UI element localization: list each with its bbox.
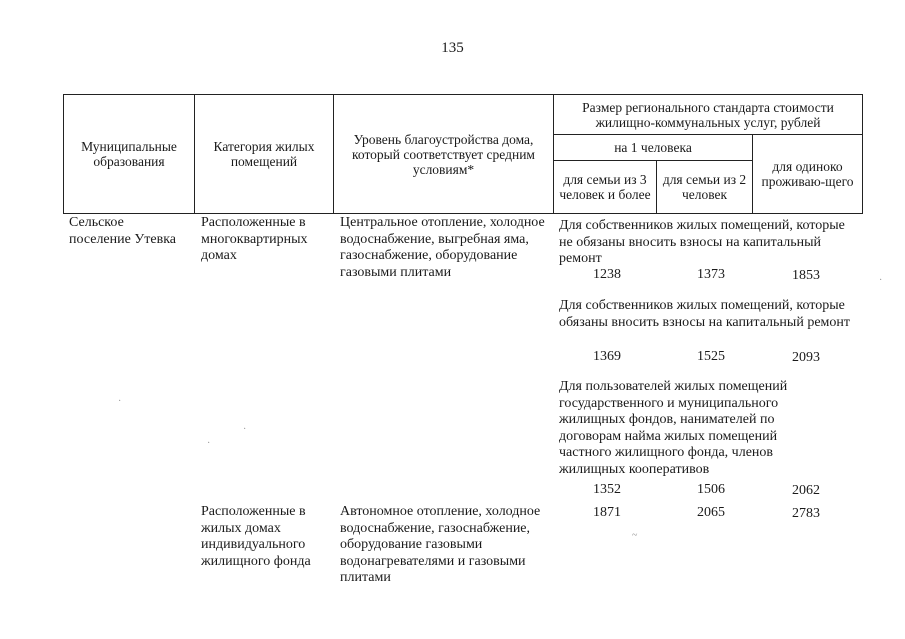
group-3-value-family-3: 1352 (593, 482, 621, 497)
row-1-category: Расположенные в многоквартирных домах (201, 215, 308, 263)
header-category: Категория жилых помещений (195, 95, 334, 214)
group-1-value-family-3: 1238 (593, 267, 621, 282)
group-2-value-family-2: 1525 (697, 349, 725, 364)
scan-speck: · (118, 396, 122, 407)
group-1-value-family-2: 1373 (697, 267, 725, 282)
header-standard-cost: Размер регионального стандарта стоимости жилищно-коммунальных услуг, рублей (554, 95, 863, 135)
group-1-label: Для собственников жилых помещений, которые не обязаны вносить взносы на капитальный ремонт (559, 218, 845, 266)
scan-speck: · (207, 438, 211, 449)
page-number: 135 (441, 40, 464, 56)
header-comfort-level: Уровень благоустройства дома, который соответствует средним условиям* (334, 95, 554, 214)
scan-speck: · (243, 424, 247, 435)
group-3-value-family-2: 1506 (697, 482, 725, 497)
row-2-value-family-2: 2065 (697, 505, 725, 520)
header-single: для одиноко проживаю-щего (753, 135, 863, 214)
group-2-value-family-3: 1369 (593, 349, 621, 364)
table-header (63, 94, 863, 214)
row-2-category: Расположенные в жилых домах индивидуального жилищного фонда (201, 504, 311, 569)
row-2-value-family-3: 1871 (593, 505, 621, 520)
scan-speck: ~ (632, 530, 638, 541)
group-3-value-single: 2062 (792, 483, 820, 498)
header-family-2: для семьи из 2 человек (657, 161, 753, 214)
row-1-comfort-level: Центральное отопление, холодное водоснабжение, выгребная яма, газоснабжение, оборудование газовыми плитами (340, 215, 545, 280)
header-municipality: Муниципальные образования (64, 95, 195, 214)
group-3-label: Для пользователей жилых помещений государственного и муниципального жилищных фондов, нанимателей по договорам найма жилых помещений частного жилищного фонда, членов жилищных кооперативов (559, 379, 788, 477)
row-2-comfort-level: Автономное отопление, холодное водоснабжение, газоснабжение, оборудование газовыми водонагревателями и газовыми плитами (340, 504, 541, 585)
group-2-value-single: 2093 (792, 350, 820, 365)
header-family-3-plus: для семьи из 3 человек и более (554, 161, 657, 214)
municipality-name: Сельское поселение Утевка (69, 215, 176, 247)
row-2-value-single: 2783 (792, 506, 820, 521)
header-per-person: на 1 человека (554, 135, 753, 161)
scan-speck: · (879, 275, 883, 286)
group-2-label: Для собственников жилых помещений, которые обязаны вносить взносы на капитальный ремонт (559, 298, 850, 330)
group-1-value-single: 1853 (792, 268, 820, 283)
